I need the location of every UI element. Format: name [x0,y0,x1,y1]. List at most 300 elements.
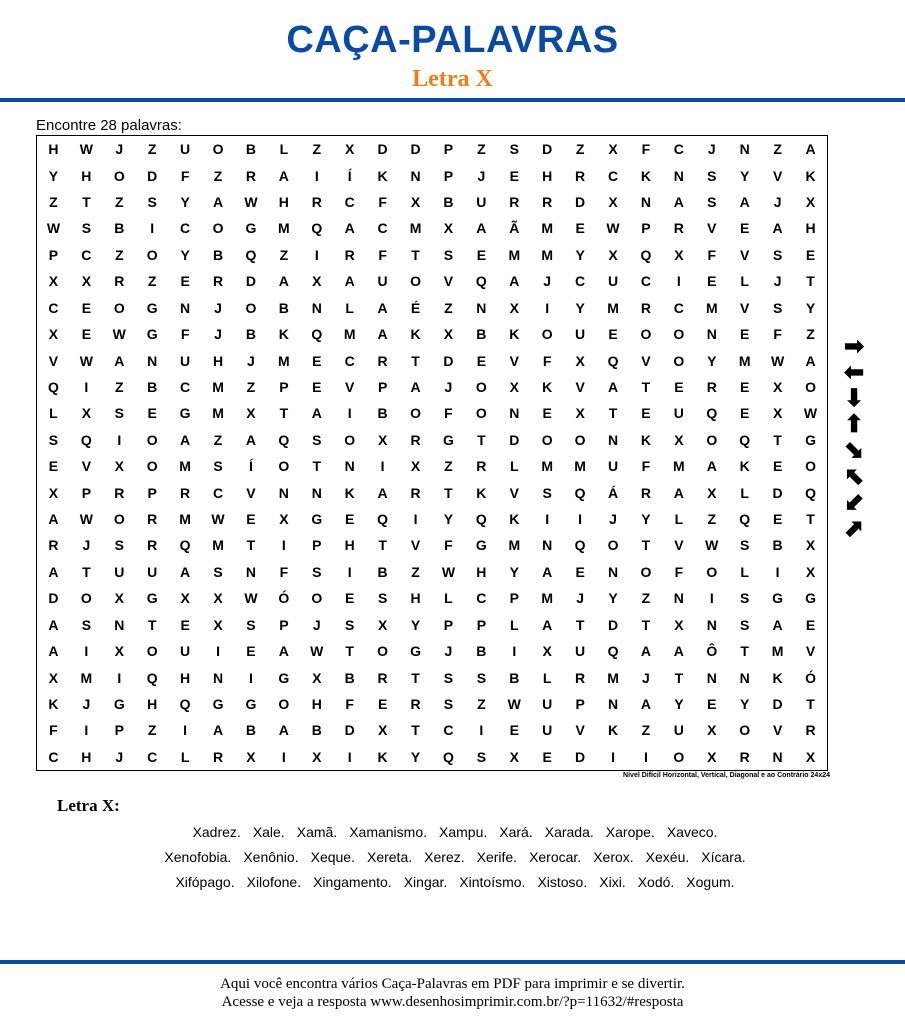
grid-cell: A [673,643,684,660]
grid-cell: H [542,167,553,184]
grid-cell: U [575,326,586,343]
grid-cell: E [707,273,717,290]
grid-cell: L [444,590,453,607]
grid-cell: S [81,220,92,237]
grid-cell: O [607,537,619,554]
grid-cell: S [772,299,783,316]
grid-cell: W [803,405,818,422]
grid-cell: E [772,458,783,475]
grid-cell: I [545,511,550,528]
grid-cell: J [214,299,222,316]
grid-cell: C [377,220,388,237]
grid-cell: Z [575,141,585,158]
grid-cell: A [772,616,783,633]
grid-cell: O [541,431,553,448]
grid-cell: G [805,431,816,448]
grid-cell: I [347,405,352,422]
grid-cell: A [805,141,816,158]
grid-cell: O [805,378,816,395]
grid-cell: X [312,748,322,765]
grid-cell: G [772,590,784,607]
grid-cell: I [84,722,89,739]
grid-cell: R [673,220,684,237]
grid-cell: Y [509,563,519,580]
grid-cell: Y [180,194,190,211]
grid-cell: X [213,590,223,607]
grid-cell: G [146,299,158,316]
grid-cell: Y [575,299,585,316]
grid-cell: T [246,537,256,554]
grid-cell: Q [311,326,323,343]
grid-cell: F [279,563,289,580]
grid-cell: S [114,537,124,554]
grid-cell: X [542,643,552,660]
grid-cell: I [709,590,714,607]
grid-cell: C [180,378,191,395]
grid-cell: M [541,246,554,263]
grid-cell: P [476,616,487,633]
grid-cell: A [344,273,355,290]
grid-cell: R [706,378,717,395]
grid-cell: R [377,352,388,369]
grid-cell: B [278,299,289,316]
grid-cell: I [347,563,352,580]
grid-cell: S [345,616,355,633]
grid-cell: M [607,669,619,686]
grid-cell: M [212,537,224,554]
word-item: Xintoísmo. [459,874,526,890]
grid-cell: S [443,695,454,712]
grid-cell: A [278,273,289,290]
grid-cell: V [410,537,421,554]
grid-cell: Q [443,748,454,765]
grid-cell: A [805,352,816,369]
grid-cell: P [48,246,59,263]
grid-cell: I [216,643,220,660]
grid-cell: N [640,194,652,211]
grid-cell: W [79,352,93,369]
grid-cell: V [772,722,783,739]
word-item: Xadrez. [192,824,241,840]
grid-cell: E [81,299,92,316]
grid-cell: Z [115,246,124,263]
grid-cell: A [706,458,717,475]
word-item: Xale. [252,824,285,840]
grid-cell: Ô [706,643,718,660]
word-item: Xará. [499,824,533,840]
grid-cell: E [81,326,92,343]
grid-cell: E [674,378,684,395]
grid-cell: X [707,748,717,765]
grid-cell: Z [444,458,453,475]
grid-cell: X [114,458,124,475]
word-item: Xeque. [310,849,355,865]
footer-line-2: Acesse e veja a resposta www.desenhosimprimir.com.br/?p=11632/#resposta [221,994,684,1010]
grid-cell: Y [641,511,651,528]
grid-cell: P [114,722,124,739]
grid-cell: K [542,378,553,395]
grid-cell: Y [443,511,454,528]
grid-cell: F [641,141,651,158]
grid-cell: X [312,669,322,686]
grid-cell: E [345,511,355,528]
grid-cell: T [411,352,420,369]
grid-cell: W [244,590,258,607]
grid-cell: S [147,194,157,211]
grid-cell: P [377,378,388,395]
grid-cell: G [410,643,421,660]
grid-cell: G [805,590,816,607]
grid-cell: A [607,378,619,395]
grid-cell: K [739,458,750,475]
grid-cell: M [179,458,191,475]
grid-cell: N [673,590,684,607]
grid-cell: X [279,511,289,528]
grid-cell: J [82,537,91,554]
grid-cell: U [673,405,684,422]
grid-cell: I [84,378,89,395]
grid-cell: Ó [805,669,816,686]
grid-cell: V [48,352,59,369]
grid-cell: E [246,643,256,660]
grid-cell: A [212,722,224,739]
grid-cell: U [542,722,553,739]
grid-cell: O [146,431,158,448]
word-item: Xerocar. [529,849,582,865]
grid-cell: L [345,299,354,316]
grid-cell: U [542,695,553,712]
grid-cell: X [805,563,816,580]
grid-cell: I [117,431,122,448]
grid-cell: S [476,669,487,686]
grid-cell: V [81,458,92,475]
grid-cell: E [805,616,816,633]
grid-cell: V [772,167,783,184]
grid-cell: Z [246,378,256,395]
grid-cell: O [410,405,421,422]
grid-cell: J [543,273,552,290]
grid-cell: X [377,616,388,633]
grid-cell: V [740,299,750,316]
grid-cell: P [575,695,585,712]
grid-cell: E [180,273,190,290]
grid-cell: V [674,537,684,554]
grid-cell: M [508,246,521,263]
grid-cell: B [377,563,388,580]
grid-cell: O [706,431,718,448]
grid-cell: Z [147,141,157,158]
grid-cell: R [344,246,355,263]
grid-cell: P [509,590,519,607]
grid-cell: O [673,352,685,369]
grid-cell: O [673,748,685,765]
grid-cell: U [114,563,125,580]
grid-cell: J [214,326,222,343]
grid-cell: K [476,484,487,501]
grid-cell: I [380,458,385,475]
grid-cell: Z [773,141,782,158]
grid-cell: H [476,563,487,580]
grid-cell: N [739,141,750,158]
grid-cell: X [114,643,124,660]
grid-cell: V [740,246,750,263]
arrow-up-right-icon: ⬈ [843,515,865,542]
grid-cell: O [344,431,356,448]
grid-cell: O [805,458,816,475]
grid-cell: O [278,695,290,712]
grid-cell: U [147,563,158,580]
grid-cell: V [575,378,585,395]
grid-cell: H [344,537,355,554]
grid-cell: Z [477,695,486,712]
grid-cell: V [575,722,585,739]
grid-cell: P [147,484,157,501]
word-item: Xilofone. [246,874,302,890]
grid-cell: A [311,405,322,422]
grid-cell: F [49,722,58,739]
grid-cell: S [213,563,223,580]
grid-cell: R [311,194,322,211]
grid-cell: A [48,643,59,660]
grid-cell: U [607,273,619,290]
arrow-up-left-icon: ⬉ [843,463,865,490]
grid-cell: E [542,405,552,422]
grid-cell: X [377,431,388,448]
grid-cell: A [278,722,289,739]
grid-cell: C [81,246,92,263]
grid-cell: F [378,246,387,263]
grid-cell: X [608,141,618,158]
word-item: Xingamento. [313,874,392,890]
grid-cell: Y [180,246,190,263]
word-item: Xarada. [544,824,594,840]
grid-cell: I [281,537,286,554]
grid-cell: Z [444,299,453,316]
grid-cell: X [674,616,684,633]
grid-cell: D [772,695,783,712]
grid-cell: N [410,167,421,184]
grid-cell: T [608,405,618,422]
grid-cell: X [575,405,585,422]
grid-cell: B [476,326,487,343]
grid-cell: Z [279,246,289,263]
grid-cell: Y [674,695,684,712]
grid-cell: T [806,273,815,290]
word-item: Xenofobia. [164,849,232,865]
grid-cell: G [311,511,323,528]
word-item: Xaveco. [666,824,718,840]
grid-cell: J [247,352,255,369]
grid-cell: W [705,537,719,554]
grid-cell: C [476,590,487,607]
grid-cell: R [377,669,388,686]
grid-cell: V [443,273,454,290]
grid-cell: N [706,669,717,686]
grid-cell: A [542,563,553,580]
grid-cell: R [48,537,59,554]
grid-cell: D [542,141,553,158]
grid-cell: Q [48,378,59,395]
grid-cell: E [740,326,750,343]
grid-cell: S [509,141,519,158]
grid-cell: S [740,537,750,554]
grid-cell: I [413,511,418,528]
grid-cell: O [640,326,652,343]
grid-cell: H [147,695,158,712]
grid-cell: C [575,273,586,290]
grid-cell: Y [410,616,421,633]
grid-cell: X [509,748,519,765]
grid-cell: H [278,194,289,211]
word-list [40,820,870,895]
grid-cell: C [344,352,355,369]
grid-cell: D [443,352,454,369]
grid-cell: A [640,695,652,712]
grid-cell: H [805,220,816,237]
grid-cell: V [509,352,519,369]
grid-cell: X [48,326,59,343]
grid-cell: I [611,748,615,765]
grid-cell: E [805,246,816,263]
grid-cell: R [147,537,158,554]
grid-cell: J [312,616,321,633]
grid-cell: B [509,669,520,686]
grid-cell: X [312,273,322,290]
arrow-right-icon: ➡ [843,333,865,360]
grid-cell: D [147,167,158,184]
grid-cell: E [345,590,355,607]
word-list-row [40,845,870,870]
grid-cell: U [607,458,619,475]
grid-cell: X [410,458,421,475]
grid-cell: U [575,643,586,660]
grid-cell: X [443,220,454,237]
grid-cell: I [249,669,253,686]
grid-cell: M [673,458,685,475]
grid-cell: M [212,405,224,422]
grid-cell: D [410,141,421,158]
grid-cell: B [772,537,783,554]
grid-cell: I [775,563,780,580]
word-item: Xistoso. [537,874,588,890]
grid-cell: M [705,299,718,316]
grid-cell: X [674,431,684,448]
grid-cell: M [409,220,422,237]
grid-cell: I [578,511,583,528]
grid-cell: R [212,748,224,765]
grid-cell: T [345,643,354,660]
grid-cell: Z [213,431,223,448]
grid-cell: I [281,748,286,765]
grid-cell: O [377,643,389,660]
word-list-row [40,870,870,895]
grid-cell: O [80,590,92,607]
grid-cell: O [541,326,553,343]
grid-cell: A [212,194,224,211]
grid-cell: T [477,431,486,448]
grid-cell: R [212,273,224,290]
grid-cell: J [115,748,124,765]
grid-cell: T [82,194,91,211]
grid-cell: R [147,511,158,528]
word-search-grid [36,135,828,771]
footer [0,975,905,1011]
grid-cell: E [476,352,487,369]
grid-cell: T [641,378,651,395]
grid-cell: V [805,643,816,660]
grid-cell: L [510,458,519,475]
grid-cell: P [443,167,454,184]
grid-cell: G [278,669,290,686]
grid-cell: X [805,748,816,765]
grid-cell: D [607,616,619,633]
grid-cell: B [245,326,257,343]
grid-cell: Q [475,273,487,290]
grid-cell: Q [311,220,323,237]
bottom-divider [0,960,905,964]
grid-cell: J [642,669,650,686]
grid-cell: O [146,458,158,475]
grid-cell: R [114,273,125,290]
grid-cell: Á [607,484,619,501]
grid-cell: O [146,643,158,660]
grid-cell: A [180,563,191,580]
grid-cell: S [312,563,322,580]
grid-cell: U [673,722,684,739]
grid-cell: A [48,616,59,633]
grid-cell: X [575,352,585,369]
grid-cell: L [180,748,190,765]
grid-cell: J [707,141,716,158]
grid-cell: I [479,722,484,739]
grid-cell: G [113,695,125,712]
grid-cell: F [641,458,651,475]
grid-cell: I [117,669,122,686]
grid-cell: N [706,616,717,633]
grid-cell: N [706,326,717,343]
grid-cell: E [740,378,750,395]
grid-cell: K [640,167,652,184]
word-item: Xenônio. [243,849,299,865]
grid-cell: I [314,246,319,263]
grid-cell: X [608,246,618,263]
grid-cell: E [509,722,519,739]
grid-cell: C [673,299,684,316]
word-item: Xexéu. [645,849,690,865]
grid-cell: Z [477,141,486,158]
grid-cell: T [806,511,815,528]
grid-cell: I [84,643,89,660]
grid-cell: R [410,484,421,501]
grid-cell: J [115,141,124,158]
grid-cell: X [246,748,256,765]
direction-arrows [836,334,872,542]
grid-cell: S [114,405,124,422]
grid-cell: N [673,167,684,184]
grid-cell: S [476,748,487,765]
grid-cell: X [410,194,421,211]
grid-cell: P [443,616,454,633]
grid-cell: G [212,695,224,712]
grid-cell: O [739,722,751,739]
grid-cell: Y [608,590,618,607]
grid-cell: F [674,563,684,580]
grid-cell: E [246,511,256,528]
grid-cell: K [509,326,520,343]
grid-cell: N [311,299,322,316]
grid-cell: N [344,458,355,475]
grid-cell: K [509,511,520,528]
